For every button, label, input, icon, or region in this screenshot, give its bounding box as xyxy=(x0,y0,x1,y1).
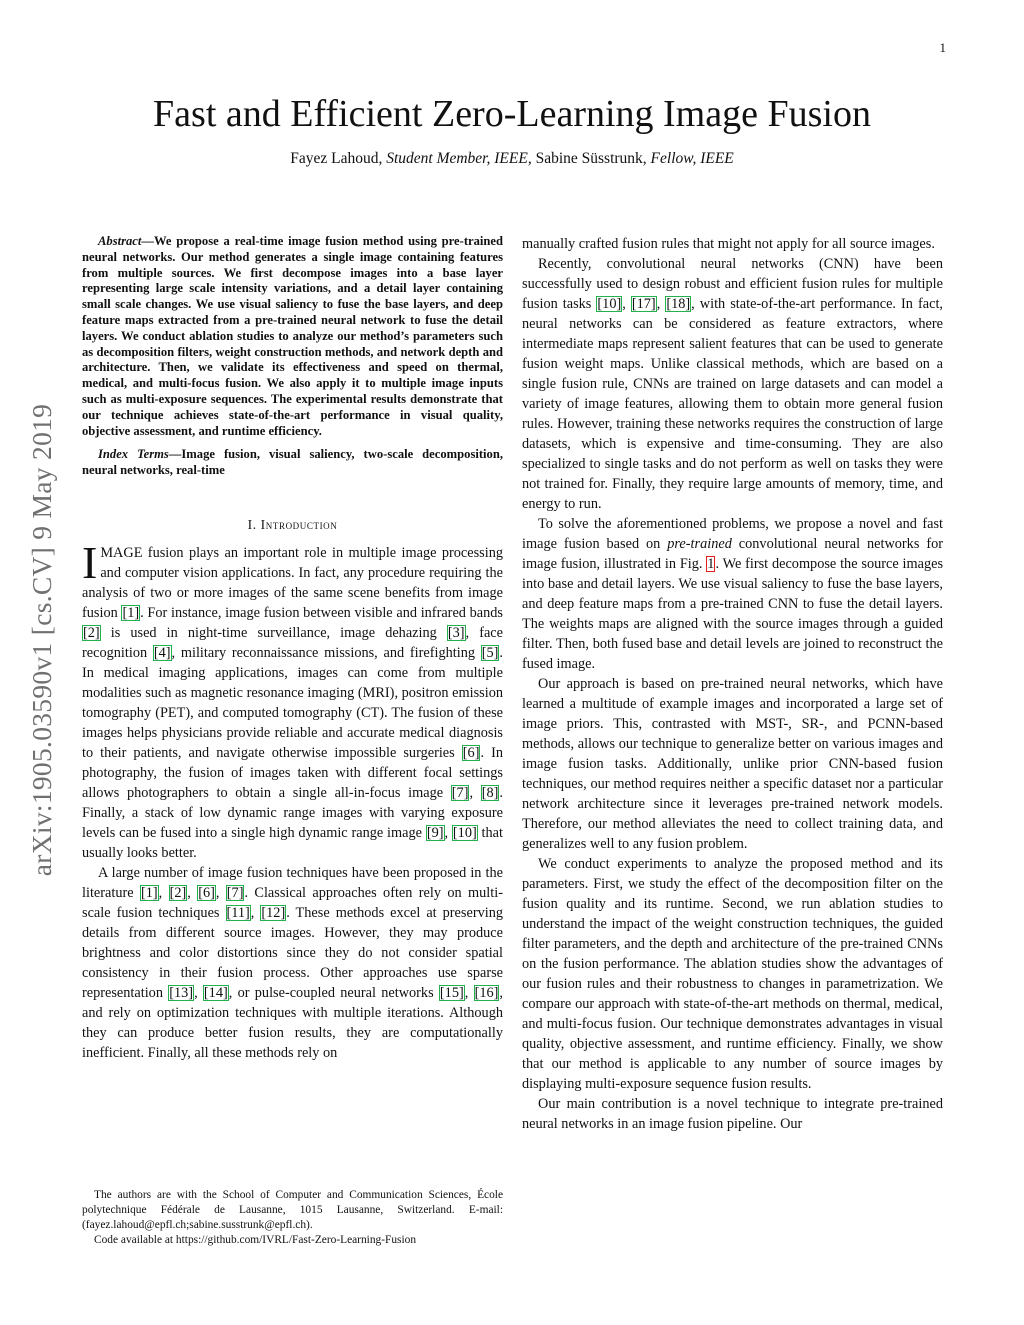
citation-link[interactable]: [10] xyxy=(452,824,477,841)
text-run: , xyxy=(187,884,198,901)
citation-link[interactable]: [6] xyxy=(198,884,215,901)
text-run: , xyxy=(464,984,474,1001)
text-run: Recently, convolutional neural networks (CNN) have been successfully used to design robust and efficient fusion rules for multiple fusion tasks xyxy=(522,256,943,312)
text-run: , with state-of-the-art performance. In fact, neural networks can be considered as feature extractors, where intermediate maps represent salient features that can be used to generate fusion weight maps. Unlike classical methods, which are based on a single fusion rule, CNNs are trained on large datasets and can model a variety of image features, allowing them to obtain more general fusion rules. However, training these networks requires the construction of large datasets, which is expensive and time-consuming. They are also specialized to single tasks and do not perform as well on tasks they were not trained for. Finally, they require large amounts of memory, time, and energy to run. xyxy=(522,296,943,512)
text-run: , xyxy=(444,824,452,841)
text-run: , xyxy=(622,296,631,312)
right-column xyxy=(522,234,943,1134)
citation-link[interactable]: [4] xyxy=(153,644,171,661)
abstract xyxy=(82,234,503,439)
section-number: I. xyxy=(247,516,261,532)
abstract-label: Abstract xyxy=(98,234,142,248)
text-run: , xyxy=(469,784,481,801)
section-heading xyxy=(82,517,503,533)
arxiv-stamp[interactable]: arXiv:1905.03590v1 [cs.CV] 9 May 2019 xyxy=(26,403,57,877)
text-run: , face recognition xyxy=(82,624,503,661)
author-2: Sabine Süsstrunk, xyxy=(531,150,651,167)
text-run: convolutional neural networks for image fusion, illustrated in Fig. xyxy=(522,536,943,572)
page-number: 1 xyxy=(939,40,946,55)
footnote xyxy=(82,1188,503,1248)
text-run: , military reconnaissance missions, and firefighting xyxy=(171,644,481,661)
text-run: , and rely on optimization techniques with multiple iterations. Although they can produce better fusion results, they are computationally inefficient. Finally, all these methods rely on xyxy=(82,984,503,1061)
drop-cap: I xyxy=(82,536,98,588)
text-run: . These methods excel at preserving details from different source images. However, they may produce brightness and color distortions since they do not consider spatial consistency in their fusion process. Other approaches use sparse representation xyxy=(82,904,503,1001)
right-paragraph-2 xyxy=(522,514,943,674)
citation-link[interactable]: [12] xyxy=(261,904,286,921)
text-run: , xyxy=(215,884,226,901)
text-run: . We first decompose the source images into base and detail layers. We use visual saliency to fuse the base layers, and deep feature maps from a pre-trained CNN to fuse the detail layers. The weights maps are aligned with the source images through a guided filter. Then, both fused base and detail levels are joined to reconstruct the fused image. xyxy=(522,556,944,672)
text-run: MAGE fusion plays an important role in multiple image processing and computer vision applications. In fact, any procedure requiring the analysis of two or more images of the same scene benefits from image fusion xyxy=(82,544,503,621)
footnote-code[interactable]: Code available at https://github.com/IVRL/Fast-Zero-Learning-Fusion xyxy=(94,1234,417,1246)
text-run: . Classical approaches often rely on multi-scale fusion techniques xyxy=(82,884,503,921)
citation-link[interactable]: [6] xyxy=(462,744,480,761)
right-paragraph-1 xyxy=(522,254,943,514)
left-column xyxy=(82,234,503,1063)
paper-title: Fast and Efficient Zero-Learning Image Fusion xyxy=(153,93,871,135)
text-run: , xyxy=(158,884,169,901)
right-paragraph-5: Our main contribution is a novel technique to integrate pre-trained neural networks in an image fusion pipeline. Our xyxy=(522,1096,943,1132)
intro-paragraph-2 xyxy=(82,863,503,1063)
citation-link[interactable]: [2] xyxy=(169,884,187,901)
author-line xyxy=(0,150,1024,168)
citation-link[interactable]: [15] xyxy=(439,984,464,1001)
citation-link[interactable]: [9] xyxy=(426,824,444,841)
text-run: . In medical imaging applications, images can come from multiple modalities such as magnetic resonance imaging (MRI), positron emission tomography (PET), and computed tomography (CT). The fusion of these images helps physicians provide reliable and accurate medical diagnosis to their patients, and navigate otherwise impossible surgeries xyxy=(82,644,503,761)
footnote-affiliation: The authors are with the School of Computer and Communication Sciences, École polytechnique Fédérale de Lausanne, 1015 Lausanne, Switzerland. E-mail: (fayez.lahoud@epfl.ch;sabine.susstrunk@epfl.ch). xyxy=(82,1189,503,1231)
index-terms xyxy=(82,447,503,479)
text-run: A large number of image fusion techniques have been proposed in the literature xyxy=(82,864,503,901)
author-1: Fayez Lahoud, xyxy=(290,150,387,167)
figure-link[interactable]: 1 xyxy=(707,556,715,572)
author-1-role: Student Member, IEEE, xyxy=(386,150,532,167)
citation-link[interactable]: [13] xyxy=(169,984,194,1001)
citation-link[interactable]: [17] xyxy=(631,296,656,312)
citation-link[interactable]: [3] xyxy=(447,624,465,641)
text-run: , xyxy=(656,296,666,312)
citation-link[interactable]: [8] xyxy=(481,784,499,801)
citation-link[interactable]: [1] xyxy=(140,884,158,901)
author-2-role: Fellow, IEEE xyxy=(650,150,734,167)
citation-link[interactable]: [1] xyxy=(122,604,140,621)
text-run: , or pulse-coupled neural networks xyxy=(228,984,439,1001)
right-paragraph-3: Our approach is based on pre-trained neural networks, which have learned a multitude of example images and incorporated a large set of image priors. This, contrasted with MST-, SR-, and PCNN-based methods, allows our technique to generalize better on various images and image fusion tasks. Additionally, unlike prior CNN-based fusion techniques, our method requires neither a specific dataset nor a particular network architecture since it leverages pre-trained network models. Therefore, our method alleviates the need to collect training data, and generalizes well to any fusion problem. xyxy=(522,676,943,852)
emphasis: pre-trained xyxy=(667,536,732,552)
citation-link[interactable]: [16] xyxy=(474,984,499,1001)
citation-link[interactable]: [5] xyxy=(481,644,499,661)
citation-link[interactable]: [10] xyxy=(597,296,622,312)
right-paragraph-0: manually crafted fusion rules that might not apply for all source images. xyxy=(522,236,935,252)
citation-link[interactable]: [11] xyxy=(226,904,250,921)
citation-link[interactable]: [2] xyxy=(83,624,100,641)
text-run: . For instance, image fusion between visible and infrared bands xyxy=(140,604,503,621)
citation-link[interactable]: [7] xyxy=(226,884,244,901)
right-paragraph-4: We conduct experiments to analyze the proposed method and its parameters. First, we study the effect of the decomposition filter on the fusion quality and its runtime. Second, we run ablation studies to understand the impact of the weight construction techniques, the guided filter parameters, and the depth and architecture of the pre-trained CNNs on the fusion performance. The ablation studies show the advantages of our fusion rules and their robustness to changes in parametrization. We compare our approach with state-of-the-art methods on thermal, medical, and multi-focus fusion. Our technique demonstrates advantages in visual quality, objective assessment, and runtime efficiency. Finally, we show that our method is applicable to any number of source images by displaying multi-exposure sequence fusion results. xyxy=(522,856,943,1092)
text-run: To solve the aforementioned problems, we propose a novel and fast image fusion based on xyxy=(522,516,943,552)
citation-link[interactable]: [14] xyxy=(203,984,228,1001)
citation-link[interactable]: [18] xyxy=(666,296,691,312)
text-run: is used in night-time surveillance, image dehazing xyxy=(100,624,447,641)
text-run: . Finally, a stack of low dynamic range images with varying exposure levels can be fused into a single high dynamic range image xyxy=(82,784,503,841)
section-title: Introduction xyxy=(260,516,338,532)
text-run: , xyxy=(194,984,203,1001)
intro-paragraph-1 xyxy=(82,536,504,863)
text-run: . In photography, the fusion of images taken with different focal settings allows photographers to obtain a single all-in-focus image xyxy=(82,744,503,801)
abstract-text: —We propose a real-time image fusion method using pre-trained neural networks. Our method generates a single image containing features from multiple sources. We first decompose images into a base layer representing large scale intensity variations, and a detail layer containing small scale changes. We use visual saliency to fuse the base layers, and deep feature maps extracted from a pre-trained neural network to fuse the detail layers. We conduct ablation studies to analyze our method’s parameters such as decomposition filters, weight construction methods, and network depth and architecture. Then, we validate its effectiveness and speed on thermal, medical, and multi-focus fusion. We also apply it to multiple image inputs such as multi-exposure sequences. The experimental results demonstrate that our technique achieves state-of-the-art performance in visual quality, objective assessment, and runtime efficiency. xyxy=(82,234,503,438)
index-terms-label: Index Terms xyxy=(98,447,169,462)
text-run: , xyxy=(250,904,261,921)
index-terms-text: —Image fusion, visual saliency, two-scale decomposition, neural networks, real-time xyxy=(82,447,503,478)
text-run: that usually looks better. xyxy=(82,824,504,861)
citation-link[interactable]: [7] xyxy=(451,784,469,801)
